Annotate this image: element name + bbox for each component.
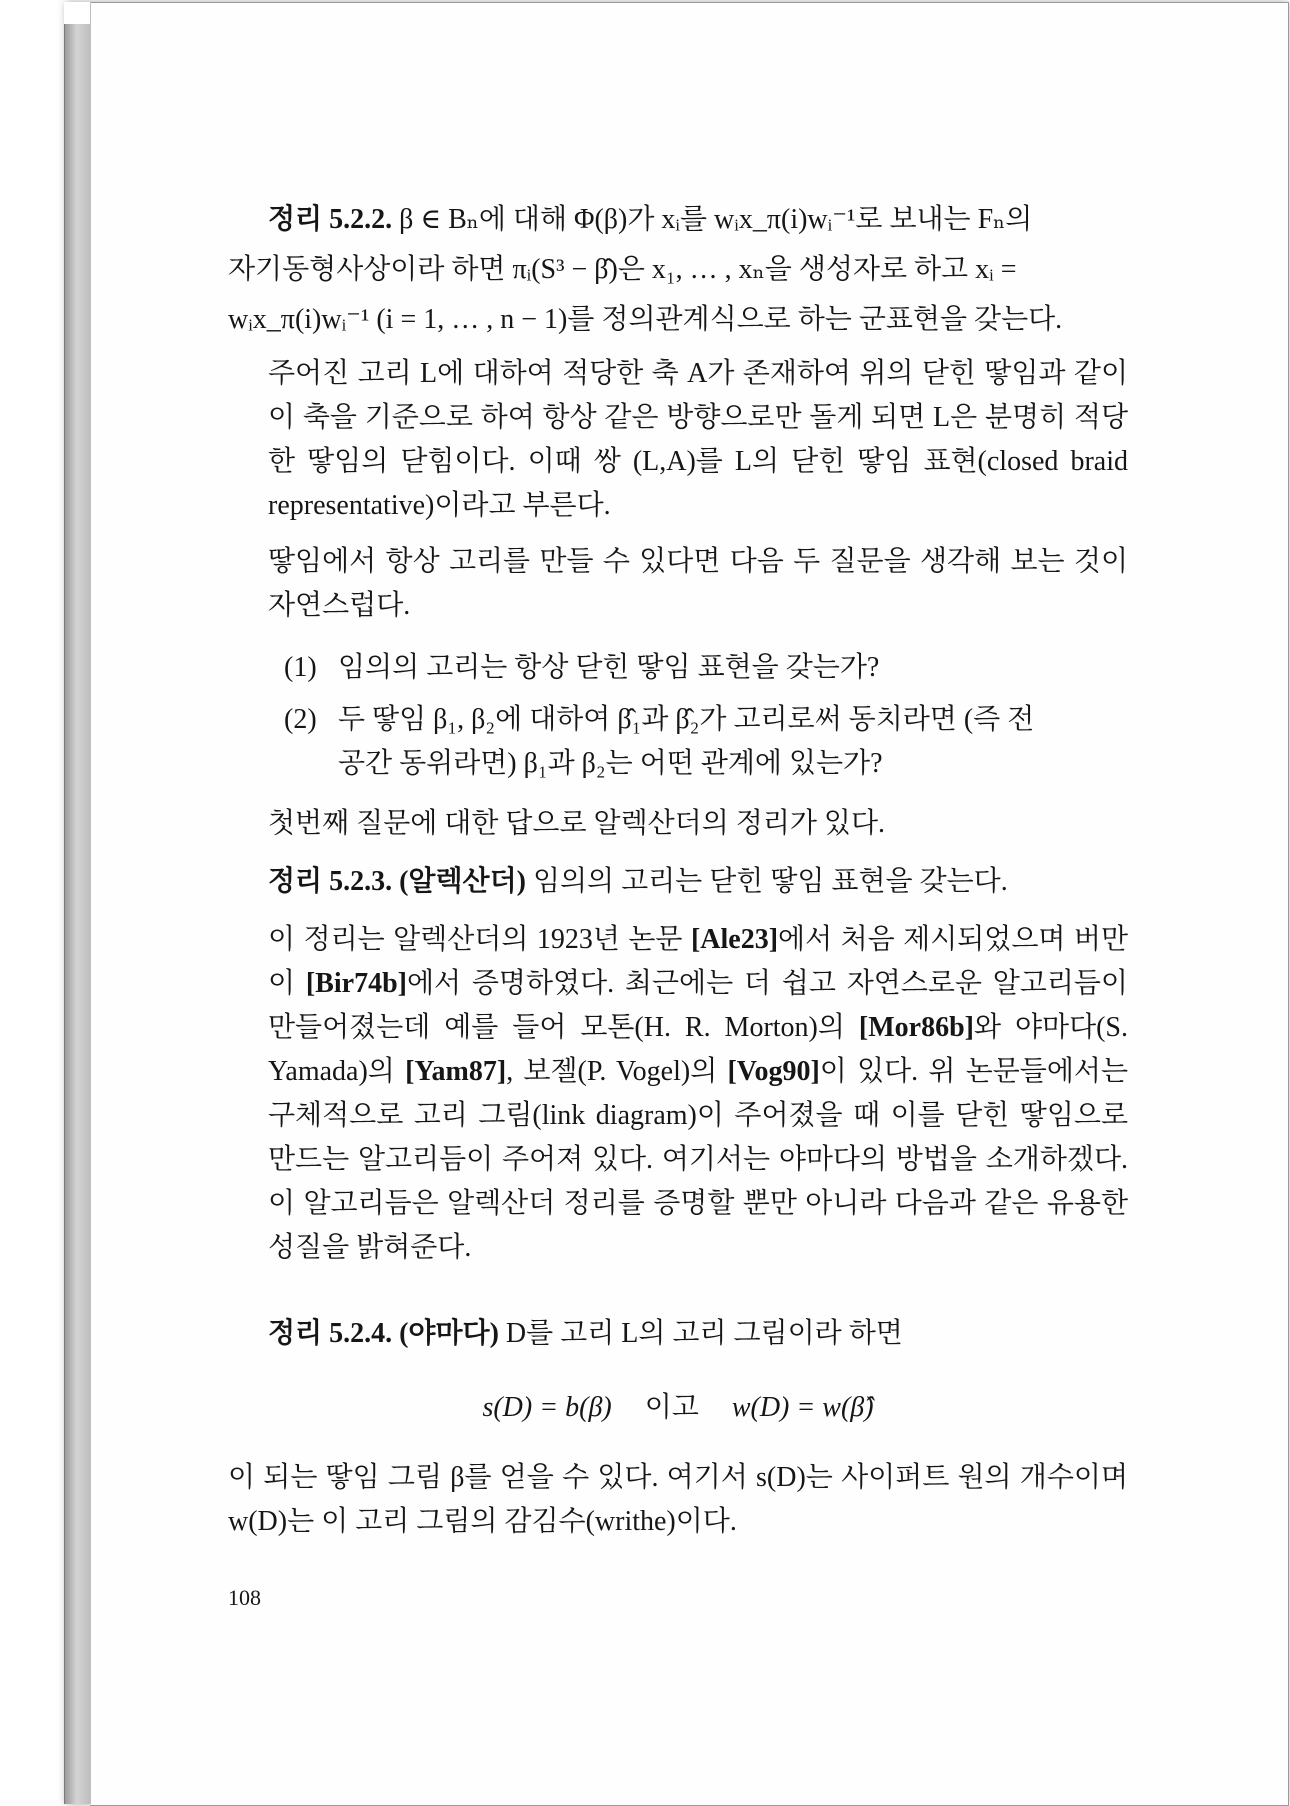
question-1 [284, 646, 1134, 690]
theorem-5-2-2-line2: 자기동형사상이라 하면 πᵢ(S³ − β̂)은 x₁, … , xₙ을 생성자로 하고 xᵢ = [228, 254, 1017, 285]
theorem-5-2-4-text: D를 고리 L의 고리 그림이라 하면 [505, 1318, 903, 1349]
formula-yamada [228, 1386, 1128, 1430]
ref-vog90: [Vog90] [727, 1056, 820, 1087]
theorem-5-2-4-label: 정리 5.2.4. (야마다) [268, 1318, 499, 1349]
page-number: 108 [228, 1585, 261, 1610]
paragraph-algorithms-part4: 와 야마다(S. Yamada)의 [268, 1012, 1129, 1087]
paragraph-alexander-intro: 첫번째 질문에 대한 답으로 알렉산더의 정리가 있다. [268, 808, 886, 839]
formula-right: w(D) = w(β̂) [731, 1392, 874, 1423]
question-2-number: (2) [284, 704, 317, 735]
paragraph-seifert: 이 되는 땋임 그림 β를 얻을 수 있다. 여기서 s(D)는 사이퍼트 원의 개수이며 w(D)는 이 고리 그림의 감김수(writhe)이다. [228, 1462, 1128, 1537]
paragraph-closed-braid: 주어진 고리 L에 대하여 적당한 축 A가 존재하여 위의 닫힌 땋임과 같이 이 축을 기준으로 하여 항상 같은 방향으로만 돌게 되면 L은 분명히 적당한 땋임의 닫힘이다. 이때 쌍 (L,A)를 L의 닫힌 땋임 표현(closed braid representative)이라고 부른다. [268, 358, 1128, 521]
question-2-continuation: 공간 동위라면) β₁과 β₂는 어떤 관계에 있는가? [338, 748, 883, 779]
theorem-5-2-3-label: 정리 5.2.3. (알렉산더) [268, 866, 526, 897]
theorem-5-2-2-line1 [228, 198, 1128, 242]
theorem-5-2-3-text: 임의의 고리는 닫힌 땋임 표현을 갖는다. [532, 866, 1008, 897]
question-1-number: (1) [284, 652, 317, 683]
paragraph-algorithms-part5: , 보젤(P. Vogel)의 [506, 1056, 728, 1087]
paragraph-questions-intro: 땋임에서 항상 고리를 만들 수 있다면 다음 두 질문을 생각해 보는 것이 자연스럽다. [268, 546, 1128, 621]
theorem-5-2-3 [228, 860, 1128, 904]
formula-left: s(D) = b(β) [482, 1392, 612, 1423]
formula-middle: 이고 [644, 1392, 699, 1423]
ref-ale23: [Ale23] [690, 924, 779, 955]
theorem-5-2-2-label: 정리 5.2.2. [268, 204, 393, 235]
theorem-5-2-4 [228, 1312, 1128, 1356]
paragraph-algorithms-part6: 이 있다. 위 논문들에서는 구체적으로 고리 그림(link diagram)이 주어졌을 때 이를 닫힌 땋임으로 만드는 알고리듬이 주어져 있다. 여기서는 야마다의 방법을 소개하겠다. 이 알고리듬은 알렉산더 정리를 증명할 뿐만 아니라 다음과 같은 유용한 성질을 밝혀준다. [268, 1056, 1128, 1263]
paragraph-algorithms-part2: 에서 처음 제시되었으며 버만이 [268, 924, 1129, 999]
theorem-5-2-2-line3: wᵢx_π(i)wᵢ⁻¹ (i = 1, … , n − 1)를 정의관계식으로 하는 군표현을 갖는다. [228, 304, 1063, 335]
theorem-5-2-2-text1: β ∈ Bₙ에 대해 Φ(β)가 xᵢ를 wᵢx_π(i)wᵢ⁻¹로 보내는 Fₙ의 [399, 204, 1033, 235]
paragraph-algorithms [228, 918, 1128, 1270]
ref-yam87: [Yam87] [405, 1056, 507, 1087]
ref-bir74b: [Bir74b] [305, 968, 407, 999]
question-2 [284, 698, 1134, 786]
page-edge [64, 2, 91, 1804]
page-corner-fold [64, 2, 90, 24]
paragraph-algorithms-part3: 에서 증명하였다. 최근에는 더 쉽고 자연스로운 알고리듬이 만들어졌는데 예를 들어 모톤(H. R. Morton)의 [268, 968, 1128, 1043]
paragraph-algorithms-part1: 이 정리는 알렉산더의 1923년 논문 [268, 924, 691, 955]
question-1-text: 임의의 고리는 항상 닫힌 땋임 표현을 갖는가? [338, 652, 880, 683]
ref-mor86b: [Mor86b] [858, 1012, 974, 1043]
question-2-text: 두 땋임 β₁, β₂에 대하여 β̂₁과 β̂₂가 고리로써 동치라면 (즉 전 [338, 704, 1035, 735]
